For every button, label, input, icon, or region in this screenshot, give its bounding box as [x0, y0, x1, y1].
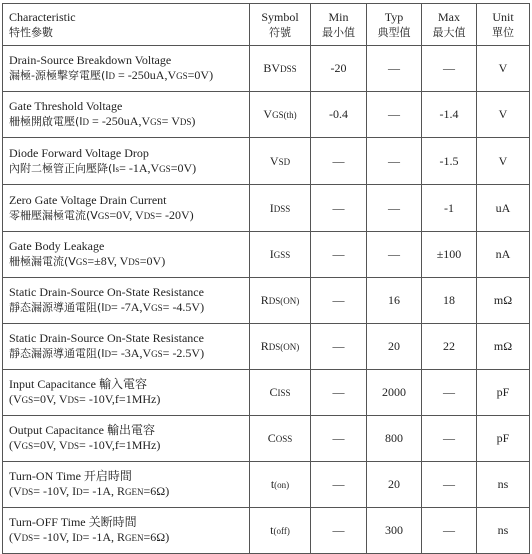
- max-cell: 18: [422, 278, 477, 324]
- table-row: [3, 232, 530, 278]
- typ-cell: 2000: [367, 370, 422, 416]
- condition-text: = V: [161, 114, 180, 128]
- characteristic-zh-text: 內附二極管正向壓降(I: [9, 161, 116, 175]
- symbol-cell: [250, 46, 311, 92]
- table-row: [3, 138, 530, 185]
- header-min: [311, 4, 367, 46]
- characteristic-zh: [9, 392, 249, 408]
- subscript: GS: [176, 71, 188, 81]
- characteristic-zh-text: 靜态漏源導通電阻(I: [9, 347, 105, 360]
- characteristic-zh: [9, 300, 249, 316]
- min-cell: —: [311, 324, 367, 370]
- spec-table-wrapper: [2, 3, 530, 554]
- min-cell: —: [311, 232, 367, 278]
- typ-cell: —: [367, 46, 422, 92]
- characteristic-en: Turn-ON Time 开启時間: [9, 469, 132, 483]
- min-cell: —: [311, 138, 367, 185]
- symbol-cell: [250, 508, 311, 554]
- min-cell: —: [311, 416, 367, 462]
- min-cell: —: [311, 185, 367, 232]
- characteristic-zh-text: 漏極-源極擊穿電壓(I: [9, 69, 109, 82]
- symbol-subscript: OSS: [275, 434, 293, 444]
- characteristic-en: Gate Body Leakage: [9, 239, 105, 253]
- max-cell: -1.4: [422, 92, 477, 138]
- header-max: [422, 4, 477, 46]
- symbol-subscript: SD: [278, 156, 291, 167]
- max-cell: 22: [422, 324, 477, 370]
- typ-cell: —: [367, 232, 422, 278]
- condition-text: = -10V,f=1MHz): [79, 392, 161, 406]
- header-symbol-en: Symbol: [261, 9, 299, 24]
- symbol-cell: [250, 416, 311, 462]
- characteristic-zh: [9, 68, 249, 84]
- subscript: D: [108, 71, 116, 81]
- subscript: D: [104, 303, 112, 313]
- max-cell: -1.5: [422, 138, 477, 185]
- symbol-text: V: [269, 153, 279, 168]
- characteristic-zh: [9, 208, 249, 224]
- characteristic-cell: [3, 508, 250, 554]
- min-cell: -20: [311, 46, 367, 92]
- header-typ-zh: 典型值: [377, 25, 411, 39]
- table-header-row: [3, 4, 530, 46]
- unit-cell: V: [477, 92, 530, 138]
- characteristic-zh-text: 零柵壓漏極電流(V: [9, 208, 98, 222]
- symbol-subscript: (on): [274, 480, 290, 490]
- unit-cell: pF: [477, 370, 530, 416]
- table-row: [3, 324, 530, 370]
- symbol-text: V: [263, 107, 273, 121]
- condition-text: = -250uA,V: [115, 68, 177, 82]
- typ-cell: —: [367, 138, 422, 185]
- symbol-text: R: [260, 293, 269, 307]
- symbol-subscript: DS(ON): [268, 342, 300, 352]
- subscript: DS: [67, 441, 80, 451]
- subscript: GS: [159, 163, 171, 174]
- unit-cell: V: [477, 138, 530, 185]
- symbol-subscript: GSS: [273, 250, 291, 260]
- characteristic-cell: [3, 46, 250, 92]
- min-cell: -0.4: [311, 92, 367, 138]
- characteristic-zh-text: 柵極漏電流(V: [9, 255, 76, 268]
- header-typ-en: Typ: [384, 9, 404, 24]
- unit-cell: ns: [477, 508, 530, 554]
- condition-text: = -250uA,V: [89, 114, 151, 128]
- characteristic-zh: [9, 161, 249, 177]
- condition-text: (V: [9, 438, 22, 452]
- characteristic-cell: [3, 370, 250, 416]
- condition-text: ): [191, 114, 196, 128]
- characteristic-cell: [3, 416, 250, 462]
- subscript: D: [82, 117, 90, 127]
- characteristic-cell: [3, 185, 250, 232]
- subscript: GS: [150, 117, 162, 127]
- condition-text: =0V): [139, 254, 166, 268]
- typ-cell: 800: [367, 416, 422, 462]
- condition-text: = -20V): [155, 207, 194, 222]
- condition-text: =6Ω): [143, 530, 170, 544]
- subscript: GEN: [125, 533, 144, 543]
- characteristic-en: Turn-OFF Time 关断時間: [9, 515, 137, 529]
- header-unit: [477, 4, 530, 46]
- typ-cell: 20: [367, 324, 422, 370]
- header-unit-zh: 單位: [492, 25, 514, 39]
- symbol-subscript: DS(ON): [268, 296, 300, 306]
- characteristic-zh-text: 柵極開啟電壓(I: [9, 115, 83, 128]
- max-cell: —: [422, 508, 477, 554]
- header-max-en: Max: [438, 9, 460, 24]
- condition-text: = -4.5V): [162, 300, 205, 314]
- subscript: D: [76, 487, 83, 497]
- symbol-text: I: [269, 247, 274, 261]
- symbol-subscript: (off): [273, 526, 290, 536]
- unit-cell: V: [477, 46, 530, 92]
- characteristic-zh-text: 靜态漏源導通電阻(I: [9, 301, 105, 314]
- characteristic-en: Zero Gate Voltage Drain Current: [9, 192, 167, 207]
- characteristic-zh: [9, 484, 249, 500]
- max-cell: —: [422, 462, 477, 508]
- condition-text: = -7A,V: [111, 300, 152, 314]
- subscript: D: [76, 533, 83, 543]
- characteristic-en: Drain-Source Breakdown Voltage: [9, 53, 172, 67]
- symbol-cell: [250, 185, 311, 232]
- min-cell: —: [311, 462, 367, 508]
- condition-text: = -10V, I: [33, 484, 77, 498]
- subscript: DS: [143, 210, 156, 221]
- min-cell: —: [311, 508, 367, 554]
- characteristic-en: Static Drain-Source On-State Resistance: [9, 285, 204, 299]
- symbol-text: BV: [263, 61, 281, 75]
- symbol-cell: [250, 370, 311, 416]
- symbol-cell: [250, 462, 311, 508]
- subscript: GS: [151, 349, 163, 359]
- characteristic-cell: [3, 324, 250, 370]
- subscript: DS: [21, 487, 34, 497]
- symbol-cell: [250, 278, 311, 324]
- symbol-subscript: GS(th): [272, 110, 297, 120]
- subscript: D: [104, 349, 112, 359]
- condition-text: =0V, V: [109, 207, 144, 222]
- header-characteristic-en: Characteristic: [9, 9, 76, 24]
- unit-cell: mΩ: [477, 278, 530, 324]
- condition-text: = -10V, I: [33, 530, 77, 544]
- max-cell: -1: [422, 185, 477, 232]
- table-row: [3, 185, 530, 232]
- condition-text: (V: [9, 530, 22, 544]
- symbol-text: t: [270, 523, 274, 537]
- symbol-cell: [250, 232, 311, 278]
- unit-cell: pF: [477, 416, 530, 462]
- characteristic-zh: [9, 438, 249, 454]
- min-cell: —: [311, 278, 367, 324]
- max-cell: —: [422, 416, 477, 462]
- symbol-cell: [250, 138, 311, 185]
- unit-cell: nA: [477, 232, 530, 278]
- condition-text: = -2.5V): [162, 346, 205, 360]
- subscript: GS: [21, 441, 34, 451]
- condition-text: (V: [9, 392, 22, 406]
- max-cell: —: [422, 370, 477, 416]
- header-symbol: [250, 4, 311, 46]
- min-cell: —: [311, 370, 367, 416]
- characteristic-cell: [3, 462, 250, 508]
- header-symbol-zh: 符號: [269, 25, 291, 39]
- characteristic-en: Static Drain-Source On-State Resistance: [9, 331, 204, 345]
- characteristic-zh: [9, 346, 249, 362]
- table-row: [3, 508, 530, 554]
- subscript: DS: [179, 117, 192, 127]
- table-row: [3, 92, 530, 138]
- header-unit-en: Unit: [492, 9, 514, 24]
- unit-cell: ns: [477, 462, 530, 508]
- table-row: [3, 46, 530, 92]
- condition-text: =0V): [170, 160, 197, 175]
- table-row: [3, 278, 530, 324]
- symbol-text: I: [269, 200, 274, 215]
- subscript: DS: [67, 395, 80, 405]
- condition-text: = -1A, R: [82, 530, 126, 544]
- characteristic-zh: [9, 530, 249, 546]
- condition-text: =±8V, V: [87, 254, 129, 268]
- typ-cell: 20: [367, 462, 422, 508]
- condition-text: =0V): [187, 68, 214, 82]
- header-max-zh: 最大值: [432, 25, 466, 39]
- condition-text: (V: [9, 484, 22, 498]
- subscript: DS: [21, 533, 34, 543]
- condition-text: =0V, V: [33, 392, 68, 406]
- characteristic-cell: [3, 278, 250, 324]
- subscript: s: [115, 163, 120, 174]
- table-row: [3, 462, 530, 508]
- typ-cell: —: [367, 185, 422, 232]
- header-min-en: Min: [328, 9, 349, 24]
- characteristic-en: Gate Threshold Voltage: [9, 99, 123, 113]
- header-characteristic: [3, 4, 250, 46]
- condition-text: = -1A,V: [119, 160, 160, 175]
- table-row: [3, 416, 530, 462]
- subscript: GS: [21, 395, 34, 405]
- characteristic-en: Diode Forward Voltage Drop: [9, 145, 149, 160]
- subscript: GS: [151, 303, 163, 313]
- symbol-cell: [250, 92, 311, 138]
- symbol-text: C: [269, 385, 278, 399]
- condition-text: = -1A, R: [82, 484, 126, 498]
- condition-text: = -3A,V: [111, 346, 152, 360]
- header-min-zh: 最小值: [322, 25, 355, 39]
- typ-cell: 16: [367, 278, 422, 324]
- characteristic-en: Output Capacitance 輸出電容: [9, 423, 155, 437]
- characteristic-cell: [3, 92, 250, 138]
- header-typ: [367, 4, 422, 46]
- characteristic-zh: [9, 254, 249, 270]
- symbol-text: C: [267, 431, 276, 445]
- max-cell: —: [422, 46, 477, 92]
- symbol-subscript: ISS: [277, 388, 291, 398]
- symbol-subscript: DSS: [280, 64, 297, 74]
- characteristic-en: Input Capacitance 輸入電容: [9, 377, 147, 391]
- condition-text: =0V, V: [33, 438, 68, 452]
- characteristic-cell: [3, 232, 250, 278]
- max-cell: ±100: [422, 232, 477, 278]
- condition-text: = -10V,f=1MHz): [79, 438, 161, 452]
- subscript: GS: [75, 257, 88, 267]
- typ-cell: 300: [367, 508, 422, 554]
- symbol-subscript: DSS: [273, 203, 291, 214]
- subscript: GS: [97, 210, 110, 221]
- symbol-cell: [250, 324, 311, 370]
- symbol-text: t: [270, 477, 275, 491]
- unit-cell: mΩ: [477, 324, 530, 370]
- typ-cell: —: [367, 92, 422, 138]
- characteristic-zh: [9, 114, 249, 130]
- symbol-text: R: [260, 339, 269, 353]
- electrical-characteristics-table: [2, 3, 530, 554]
- unit-cell: uA: [477, 185, 530, 232]
- subscript: GEN: [125, 487, 144, 497]
- header-characteristic-zh: 特性參數: [9, 25, 53, 39]
- condition-text: =6Ω): [143, 484, 170, 498]
- characteristic-cell: [3, 138, 250, 185]
- subscript: DS: [128, 257, 140, 267]
- table-row: [3, 370, 530, 416]
